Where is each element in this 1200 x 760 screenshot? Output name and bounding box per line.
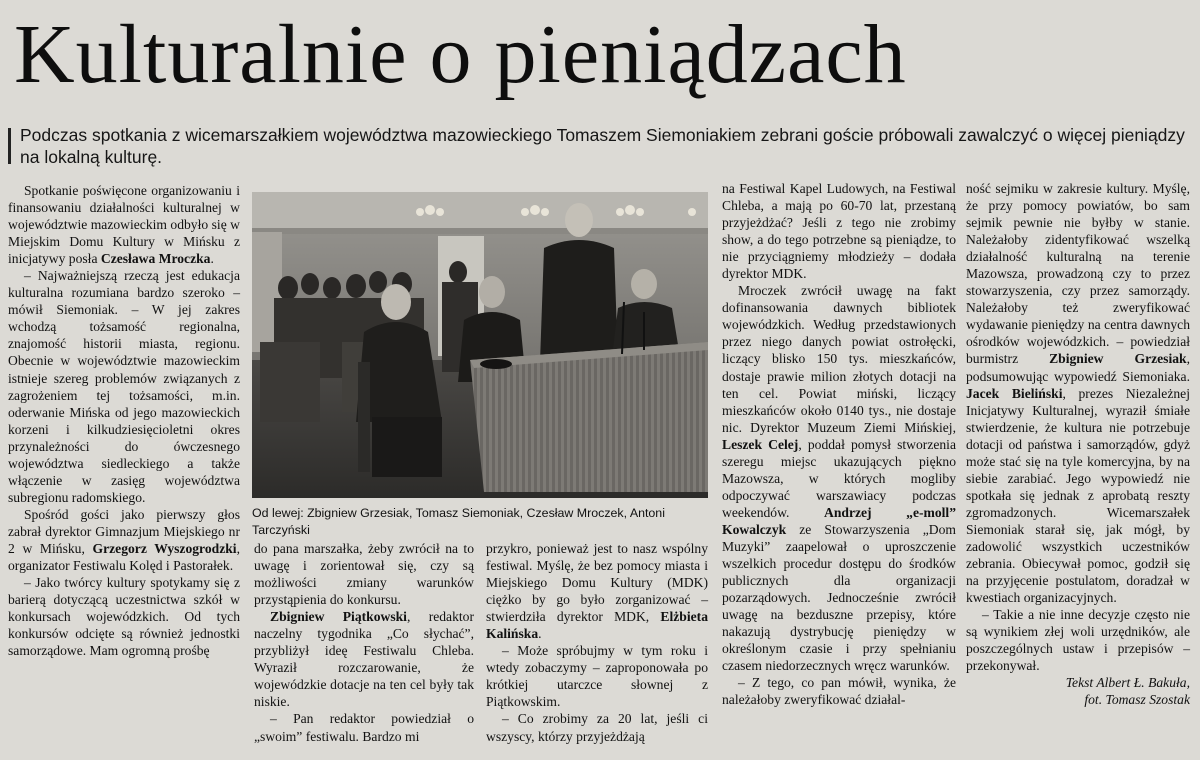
paragraph: – Takie a nie inne decyzje często nie są wynikiem złej woli urzędników, ale poszczególnych ustaw i przepisów – przekonywał.: [966, 607, 1190, 674]
column-4: [722, 180, 956, 708]
text: ność sejmiku w zakresie kultury. Myślę, że przy pomocy powiatów, bo sam sejmik pewnie nie byłby w stanie. Należałoby zidentyfikować wszelką działalność kulturalną na terenie Mazowsza, prowadzoną czy to przez stowarzyszenia, czy przez samorządy. Należałoby też zweryfikować wydawanie pieniędzy na centra dawnych ośrodków wojewódzkich. – powiedział burmistrz: [966, 181, 1190, 367]
headline: Kulturalnie o pieniądzach: [14, 8, 907, 101]
column-5: [966, 180, 1190, 708]
paragraph: – Najważniejszą rzeczą jest edukacja kulturalna rozumiana bardzo szeroko – mówił Siemoniak. – W jej zakres wchodzą tożsamość regionalna, znajomość historii miasta, regionu. Obecnie w województwie mazowieckim istnieje szereg problemów związanych z zagrożeniem tej tożsamości, m.in. oderwanie Mińska od jego mazowieckich korzeni i kilkudziesięcioletni okres przynależności do ówczesnego województwa siedleckiego a także włączenie w zasięg województwa subregionu radomskiego.: [8, 268, 240, 505]
person-name: Andrzej „e-moll” Kowalczyk: [722, 504, 956, 537]
text: Mroczek zwrócił uwagę na fakt dofinansowania dawnych bibliotek wojewódzkich. Według przedstawionych przez niego danych powiat ostrołęcki, liczący blisko 150 tys. mieszkańców, dostaje prawie milion złotych dotacji na ten cel. Powiat miński, liczący mieszkańców około 0140 tys., nie dostaje nic. Dyrektor Muzeum Ziemi Mińskiej,: [722, 283, 956, 435]
paragraph: [254, 608, 474, 710]
text: , prezes Niezależnej Inicjatywy Kulturalnej, wyraził śmiałe stwierdzenie, że kultura nie potrzebuje dotacji od państwa i samorządów, gdyż może stać się na tyle komercyjna, by na siebie zarabiać. Jego wypowiedź nie spotkała się jednak z aprobatą reszty zgromadzonych. Wicemarszałek Siemoniak starał się, jak mógł, by zadowolić wszystkich uczestników zebrania. Obiecywał pomoc, godził się na przyjęcenie postulatom, doradzał w kwestiach organizacyjnych.: [966, 385, 1190, 606]
column-3: [486, 540, 708, 745]
byline-text: Tekst Albert Ł. Bakuła,: [1065, 675, 1190, 691]
text: , poddał pomysł stworzenia szeregu miejsc ukazujących piękno Mazowsza, w których mogliby odpoczywać warszawiacy podczas weekendów.: [722, 436, 956, 520]
column-1: [8, 182, 240, 659]
event-photo: [252, 192, 708, 498]
text: , redaktor naczelny tygodnika „Co słychać”, przybliżył ideę Festiwalu Chleba. Wyraził rozczarowanie, że wojewódzkie dotacje na ten cel były tak niskie.: [254, 609, 474, 710]
person-name: Czesława Mroczka: [100, 251, 211, 267]
paragraph: [722, 282, 956, 674]
photo-illustration: [252, 192, 708, 498]
text: Spośród gości jako pierwszy głos zabrał dyrektor Gimnazjum Miejskiego nr 2 w Mińsku,: [8, 506, 240, 556]
byline-photo: fot. Tomasz Szostak: [1084, 692, 1190, 708]
person-name: Zbigniew Grzesiak: [1049, 351, 1187, 367]
paragraph: [8, 506, 240, 574]
paragraph: [966, 180, 1190, 606]
text: .: [538, 626, 542, 642]
paragraph: do pana marszałka, żeby zwrócił na to uwagę i zorientował się, czy są możliwości zmiany warunków przystąpienia do konkursu.: [254, 541, 474, 608]
person-name: Jacek Bieliński: [966, 385, 1063, 401]
column-2: [254, 540, 474, 745]
person-name: Leszek Celej: [722, 436, 799, 452]
text: .: [210, 251, 214, 267]
paragraph: [486, 540, 708, 642]
paragraph: – Z tego, co pan mówił, wynika, że należałoby zweryfikować działal-: [722, 675, 956, 708]
paragraph: [8, 182, 240, 267]
photo-caption: Od lewej: Zbigniew Grzesiak, Tomasz Siemoniak, Czesław Mroczek, Antoni Tarczyński: [252, 506, 665, 537]
text: ze Stowarzyszenia „Dom Muzyki” zaapelował o uproszczenie wszelkich procedur dostępu do środków publicznych dla organizacji pozarządowych. Jednocześnie zwrócił uwagę na bezduszne przepisy, które nakazują dystrybucję pieniędzy w określonym czasie i przy spełnianiu czasem niedorzecznych wręcz warunków.: [722, 521, 956, 674]
person-name: Grzegorz Wyszogrodzki: [92, 540, 237, 556]
person-name: Elżbieta Kalińska: [486, 609, 708, 642]
text: , podsumowując wypowiedź Siemoniaka.: [966, 351, 1191, 384]
person-name: Zbigniew Piątkowski: [270, 609, 407, 625]
paragraph: – Pan redaktor powiedział o „swoim” festiwalu. Bardzo mi: [254, 711, 474, 744]
text: przykro, ponieważ jest to nasz wspólny festiwal. Myślę, że bez pomocy miasta i Miejskiego Domu Kultury (MDK) ciężko by go było zorganizować – stwierdziła dyrektor MDK,: [486, 541, 708, 625]
text: , organizator Festiwalu Kolęd i Pastorałek.: [8, 540, 240, 574]
text: Spotkanie poświęcone organizowaniu i finansowaniu działalności kulturalnej w województwie mazowieckim odbyło się w Miejskim Domu Kultury w Mińsku z inicjatywy posła: [8, 183, 240, 267]
paragraph: – Co zrobimy za 20 lat, jeśli ci wszyscy, którzy przyjeżdżają: [486, 711, 708, 744]
paragraph: – Może spróbujmy w tym roku i wtedy zobaczymy – zaproponowała po krótkiej utarczce słownej z Piątkowskim.: [486, 643, 708, 710]
lead-bar: [8, 128, 11, 164]
lead-paragraph: Podczas spotkania z wicemarszałkiem województwa mazowieckiego Tomaszem Siemoniakiem zebrani goście próbowali zawalczyć o więcej pieniądzy na lokalną kulturę.: [20, 125, 1185, 167]
paragraph: – Jako twórcy kultury spotykamy się z barierą dotyczącą uczestnictwa szkół w konkursach wojewódzkich. Od tych konkursów odcięte są również jednostki samorządowe. Mam ogromną prośbę: [8, 575, 240, 659]
paragraph: na Festiwal Kapel Ludowych, na Festiwal Chleba, a mają po 60-70 lat, przestaną przyjeżdżać? Jeśli z tego nie zrobimy show, a do tego potrzebne są pieniądze, to nie przyciągniemy młodzieży – dodała dyrektor MDK.: [722, 181, 956, 282]
